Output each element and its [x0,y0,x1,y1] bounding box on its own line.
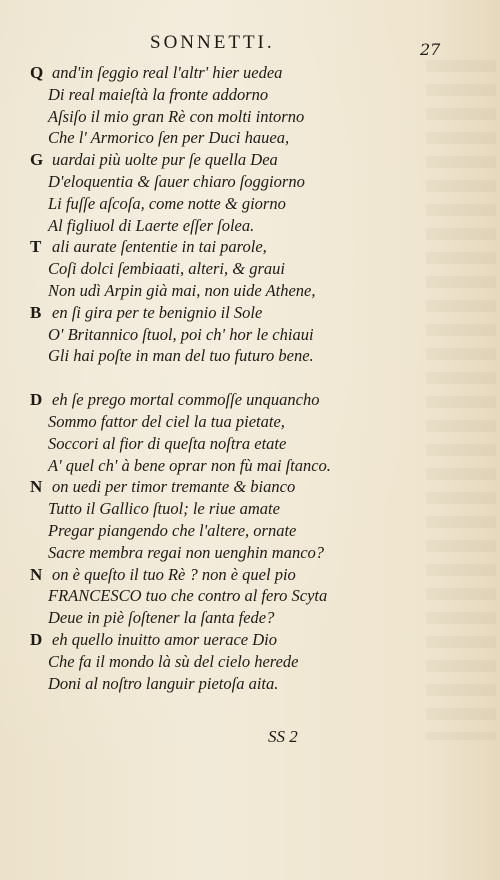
stanza-gap [30,367,390,389]
verse-line-with-initial [30,149,390,171]
verse-text: ali aurate ſententie in tai parole, [52,237,267,257]
verse-line: Li fuſſe aſcoſa, come notte & giorno [48,193,286,213]
verse-text: and'in ſeggio real l'altr' hier uedea [52,63,283,82]
drop-initial: N [30,564,43,584]
verse-line: Che l' Armorico ſen per Duci hauea, [48,128,290,148]
verse-line-with-initial [30,389,390,411]
drop-initial: B [30,302,42,322]
page-number: 27 [420,40,441,59]
verse-line: Coſi dolci ſembiaati, alteri, & graui [48,259,285,279]
verse-text: on uedi per timor tremante & bianco [52,477,296,497]
verse-line: Doni al noſtro languir pietoſa aita. [48,673,279,693]
verse-line-with-initial [30,564,390,586]
verse-text: eh quello inuitto amor uerace Dio [52,629,278,649]
verse-line: Deue in piè ſoſtener la ſanta fede? [48,608,275,628]
drop-initial: N [30,477,43,497]
drop-initial: D [30,629,43,649]
verse-line: A' quel ch' à bene oprar non fù mai ſtanco. [48,455,331,475]
verse-line: O' Britannico ſtuol, poi ch' hor le chiaui [48,324,314,344]
drop-initial: G [30,150,44,170]
verse-line-with-initial [30,629,390,651]
verse-text: eh ſe prego mortal commoſſe unquancho [52,390,320,410]
verse-text: on è queſto il tuo Rè ? non è quel pio [52,564,296,584]
verse-line-with-initial [30,62,390,84]
sonnets-text [30,62,390,694]
verse-line: D'eloquentia & ſauer chiaro ſoggiorno [48,171,305,191]
verse-text: en ſi gira per te benignio il Sole [52,302,263,322]
verse-line: FRANCESCO tuo che contro al fero Scyta [48,586,328,606]
bleed-through-shadow [426,60,496,740]
verse-line: Soccori al fior di queſta noſtra etate [48,433,287,453]
verse-line: Di real maieſtà la fronte addorno [48,84,269,104]
verse-line: Gli hai poſte in man del tuo futuro bene. [48,346,314,366]
signature-mark: SS 2 [268,727,298,746]
verse-line-with-initial [30,236,390,258]
verse-line: Pregar piangendo che l'altere, ornate [48,520,297,540]
verse-line: Tutto il Gallico ſtuol; le riue amate [48,499,280,519]
drop-initial: Q [30,63,44,82]
verse-line: Al figliuol di Laerte eſſer ſolea. [48,215,255,235]
verse-line: Non udì Arpin già mai, non uide Athene, [48,280,316,300]
drop-initial: T [30,237,42,257]
verse-line-with-initial [30,476,390,498]
verse-line: Aſsiſo il mio gran Rè con molti intorno [48,106,305,126]
verse-line-with-initial [30,302,390,324]
running-title: SONNETTI. [150,32,275,53]
drop-initial: D [30,390,43,410]
verse-text: uardai più uolte pur ſe quella Dea [52,150,278,170]
verse-line: Sacre membra regai non uenghin manco? [48,542,325,562]
verse-line: Sommo fattor del ciel la tua pietate, [48,411,285,431]
verse-line: Che fa il mondo là sù del cielo herede [48,651,299,671]
